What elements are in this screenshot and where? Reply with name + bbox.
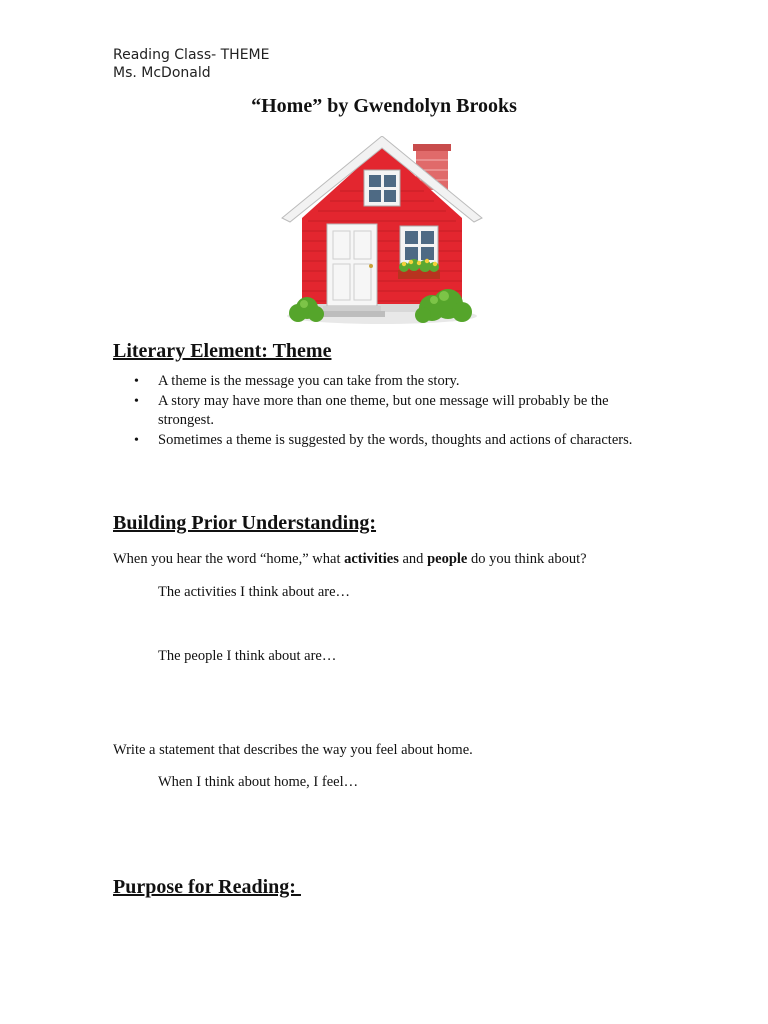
teacher-name: Ms. McDonald xyxy=(113,65,211,81)
list-item: • A theme is the message you can take from the story. xyxy=(158,372,678,392)
bold-people: people xyxy=(427,551,468,567)
page-title: “Home” by Gwendolyn Brooks xyxy=(251,95,517,117)
home-question: When you hear the word “home,” what activities and people do you think about? xyxy=(113,551,587,567)
house-icon xyxy=(280,136,485,326)
theme-bullet-list xyxy=(113,372,678,450)
bold-activities: activities xyxy=(344,551,399,567)
class-name: Reading Class- THEME xyxy=(113,47,270,63)
statement-instruction: Write a statement that describes the way you feel about home. xyxy=(113,742,473,758)
list-item: • Sometimes a theme is suggested by the words, thoughts and actions of characters. xyxy=(158,431,678,451)
theme-heading: Literary Element: Theme xyxy=(113,340,332,362)
purpose-heading: Purpose for Reading: xyxy=(113,876,301,898)
feel-prompt: When I think about home, I feel… xyxy=(158,774,359,790)
people-prompt: The people I think about are… xyxy=(158,648,337,664)
activities-prompt: The activities I think about are… xyxy=(158,584,351,600)
prior-understanding-heading: Building Prior Understanding: xyxy=(113,512,377,534)
list-item: • A story may have more than one theme, but one message will probably be the strongest. xyxy=(158,392,638,431)
